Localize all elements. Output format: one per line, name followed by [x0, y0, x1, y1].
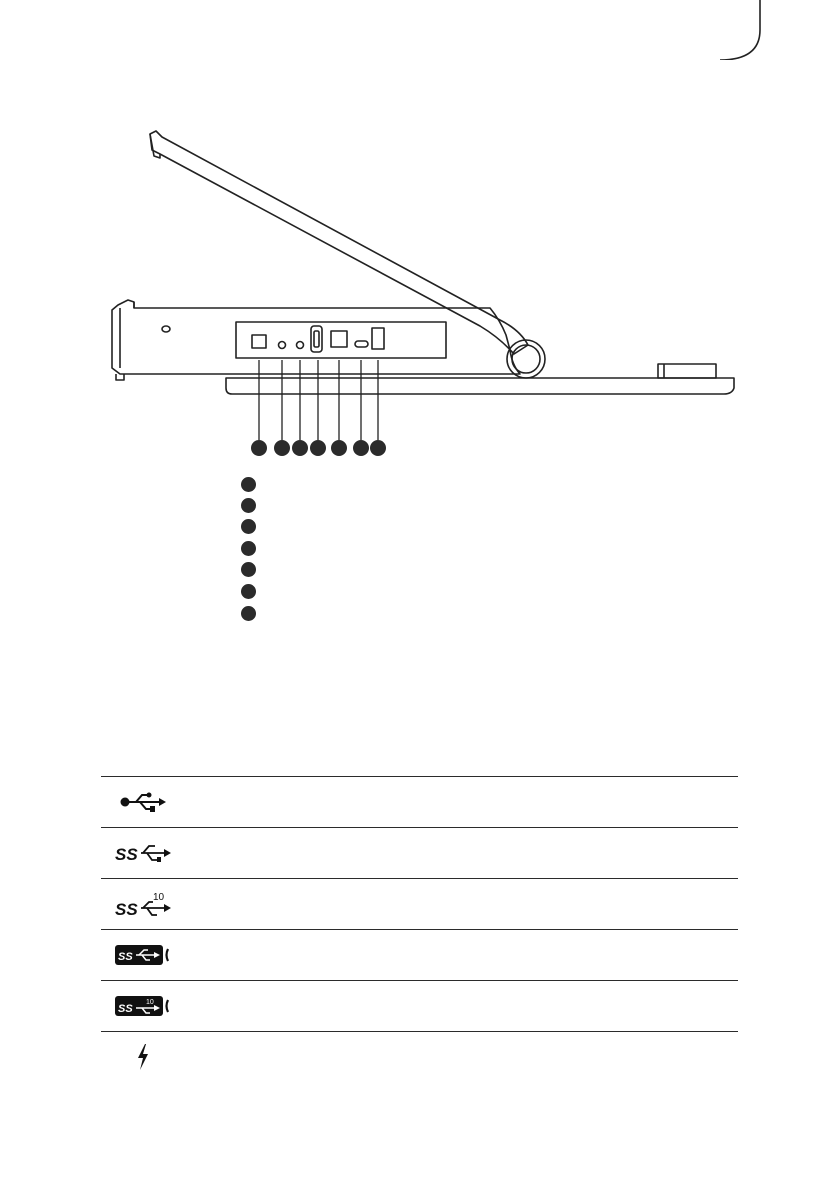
stand-base	[226, 378, 734, 394]
usb-icon	[120, 791, 166, 813]
screen-panel	[150, 131, 528, 354]
superspeed-usb-power-icon	[114, 943, 172, 967]
callout-4	[310, 440, 326, 456]
legend-marker-1	[241, 477, 256, 492]
svg-text:SS: SS	[118, 1003, 133, 1015]
port-4	[311, 326, 322, 352]
callout-3	[292, 440, 308, 456]
thunderbolt-icon	[136, 1044, 150, 1070]
port-2	[279, 342, 286, 349]
table-row	[101, 827, 738, 878]
table-row	[101, 878, 738, 929]
legend-marker-7	[241, 606, 256, 621]
callout-2	[274, 440, 290, 456]
callout-7	[370, 440, 386, 456]
thunderbolt-description	[201, 1032, 738, 1082]
legend-marker-5	[241, 562, 256, 577]
port-7	[372, 328, 384, 349]
usb-description	[201, 777, 738, 827]
callout-6	[353, 440, 369, 456]
svg-text:SS: SS	[115, 900, 138, 918]
superspeed-usb-10-power-icon	[114, 994, 172, 1018]
superspeed-usb-description	[201, 828, 738, 878]
callout-1	[251, 440, 267, 456]
port-6	[355, 341, 368, 347]
superspeed-usb-icon	[115, 841, 171, 865]
port-5	[331, 331, 347, 347]
table-row	[101, 776, 738, 827]
callout-leaders	[259, 360, 378, 440]
callout-5	[331, 440, 347, 456]
svg-text:10: 10	[153, 892, 165, 903]
port-1	[252, 335, 266, 348]
table-row	[101, 929, 738, 980]
table-row	[101, 1031, 738, 1082]
svg-text:SS: SS	[115, 845, 138, 864]
legend-marker-6	[241, 584, 256, 599]
superspeed-usb-10-description	[201, 879, 738, 929]
port-3	[297, 342, 304, 349]
legend-marker-2	[241, 498, 256, 513]
svg-text:SS: SS	[118, 951, 133, 963]
port-bay	[236, 322, 446, 358]
superspeed-usb-power-description	[201, 930, 738, 980]
superspeed-usb-10-icon	[115, 890, 171, 918]
base-body	[112, 300, 520, 374]
superspeed-usb-10-power-description	[201, 981, 738, 1031]
table-row	[101, 980, 738, 1031]
svg-text:10: 10	[146, 999, 154, 1006]
legend-marker-3	[241, 519, 256, 534]
legend-marker-4	[241, 541, 256, 556]
usb-icon-table	[101, 776, 738, 1082]
